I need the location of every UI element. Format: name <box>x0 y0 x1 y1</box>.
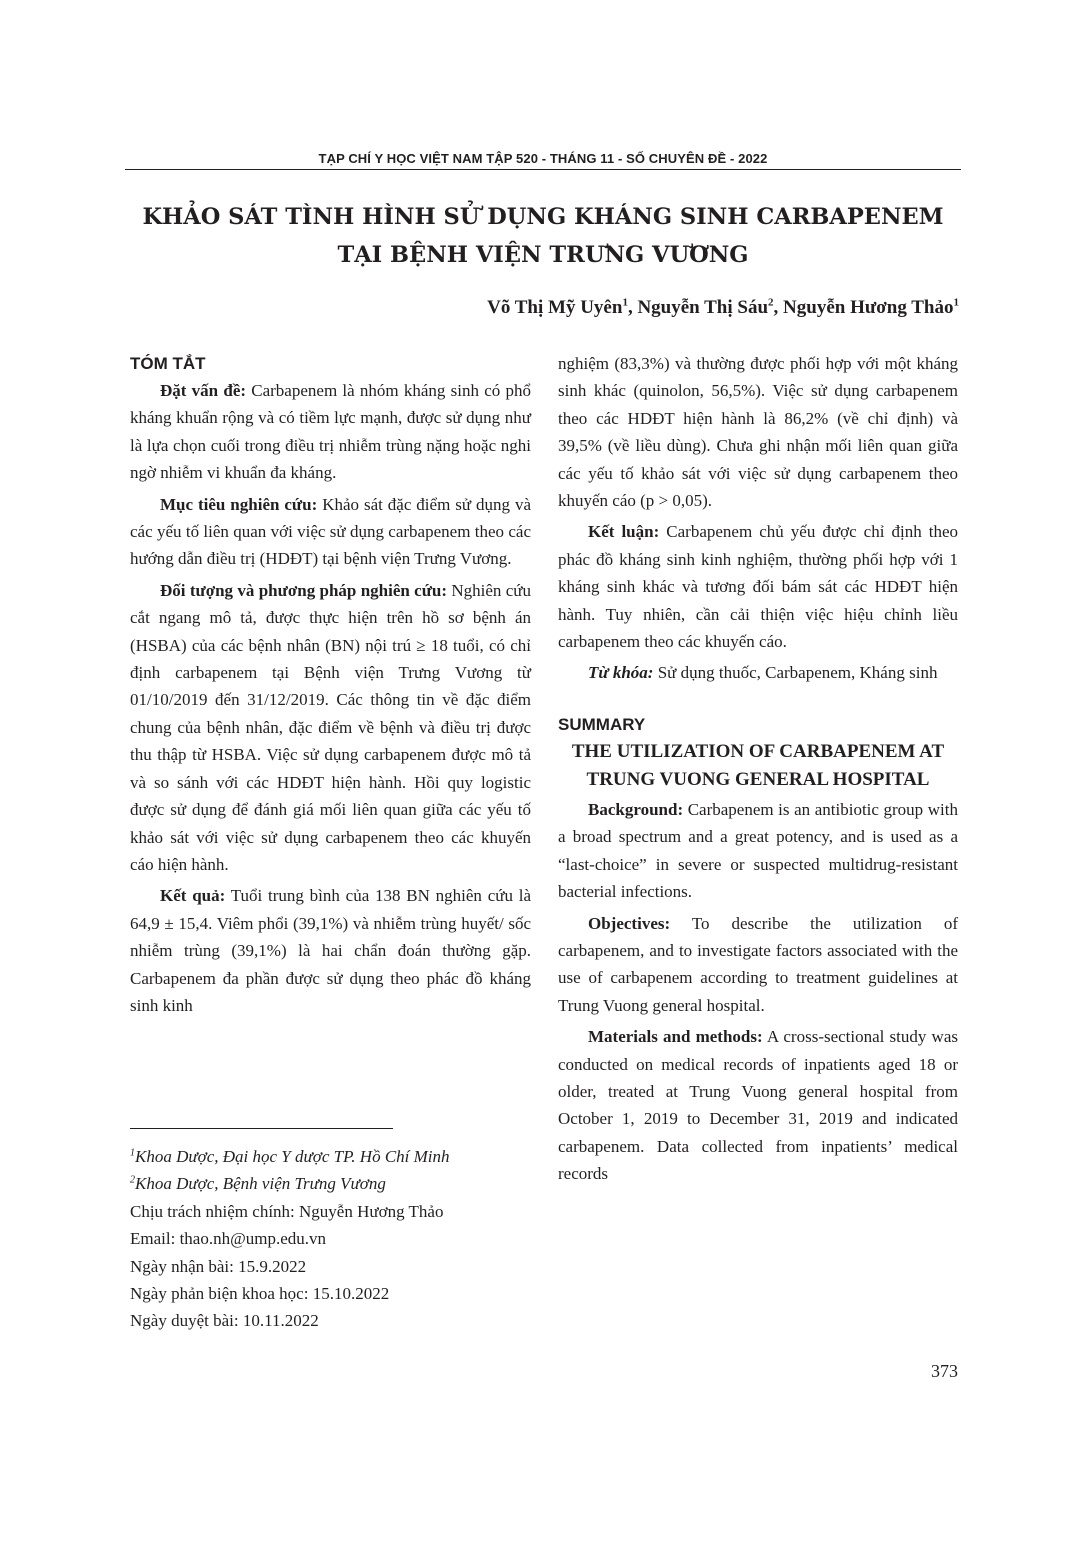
methods-text: Nghiên cứu cắt ngang mô tả, được thực hiện trên hồ sơ bệnh án (HSBA) của các bệnh nhân (BN) nội trú ≥ 18 tuổi, có chỉ định carbapenem tại Bệnh viện Trưng Vương từ 01/10/2019 đến 31/12/2019. Các thông tin về đặc điểm chung của bệnh nhân, đặc điểm về bệnh và điều trị được thu thập từ HSBA. Việc sử dụng carbapenem được mô tả và so sánh với các HDĐT hiện hành. Hồi quy logistic được sử dụng để đánh giá mối liên quan giữa các yếu tố khảo sát với việc sử dụng carbapenem theo các khuyến cáo hiện hành. <box>130 580 531 874</box>
summary-objectives-label: Objectives: <box>588 913 671 933</box>
left-column <box>130 350 531 1023</box>
objective-text: Khảo sát đặc điểm sử dụng và các yếu tố liên quan với việc sử dụng carbapenem theo các hướng dẫn điều trị (HDĐT) tại bệnh viện Trưng Vương. <box>130 494 531 569</box>
header-rule <box>125 169 961 170</box>
summary-background-label: Background: <box>588 799 684 819</box>
date-accepted: Ngày duyệt bài: 10.11.2022 <box>130 1311 319 1331</box>
abstract-conclusion <box>558 518 958 655</box>
abstract-results-continued: nghiệm (83,3%) và thường được phối hợp với một kháng sinh khác (quinolon, 56,5%). Việc sử dụng carbapenem theo các HDĐT hiện hành là 86,2% (về chỉ định) và 39,5% (về liều dùng). Chưa ghi nhận mối liên quan giữa các yếu tố khảo sát với việc sử dụng carbapenem theo khuyến cáo (p > 0,05). <box>558 354 958 511</box>
summary-title: THE UTILIZATION OF CARBAPENEM AT TRUNG VUONG GENERAL HOSPITAL <box>571 740 945 790</box>
summary-background-text: Carbapenem is an antibiotic group with a broad spectrum and a great potency, and is used as a “last-choice” in severe or suspected multidrug-resistant bacterial infections. <box>558 799 958 902</box>
title-line-1: KHẢO SÁT TÌNH HÌNH SỬ DỤNG KHÁNG SINH CARBAPENEM <box>142 204 944 230</box>
abstract-keywords <box>558 659 958 686</box>
journal-header: TẠP CHÍ Y HỌC VIỆT NAM TẬP 520 - THÁNG 11 - SỐ CHUYÊN ĐỀ - 2022 <box>318 151 768 166</box>
page-number: 373 <box>931 1361 958 1381</box>
author-name: Võ Thị Mỹ Uyên <box>487 297 623 318</box>
title-line-2: TẠI BỆNH VIỆN TRƯNG VƯƠNG <box>337 242 749 268</box>
right-column <box>558 350 958 1192</box>
summary-methods <box>558 1023 958 1187</box>
footnote-affiliation-2 <box>130 1170 550 1197</box>
email: Email: thao.nh@ump.edu.vn <box>130 1229 327 1249</box>
date-reviewed: Ngày phản biện khoa học: 15.10.2022 <box>130 1284 390 1304</box>
conclusion-text: Carbapenem chủ yếu được chỉ định theo phác đồ kháng sinh kinh nghiệm, thường phối hợp với 1 kháng sinh khác và tương đối bám sát các HDĐT hiện hành. Tuy nhiên, cần cải thiện việc hiệu chỉnh liều carbapenem theo các khuyến cáo. <box>558 522 958 652</box>
summary-background <box>558 796 958 906</box>
footnotes <box>130 1143 550 1335</box>
conclusion-label: Kết luận: <box>588 522 660 542</box>
abstract-objective <box>130 491 531 573</box>
abstract-results <box>130 882 531 1019</box>
date-received: Ngày nhận bài: 15.9.2022 <box>130 1256 307 1276</box>
footnote-mark-1: 1 <box>130 1147 135 1159</box>
background-label: Đặt vấn đề: <box>160 381 247 400</box>
summary-methods-label: Materials and methods: <box>588 1027 763 1047</box>
keywords-text: Sử dụng thuốc, Carbapenem, Kháng sinh <box>653 663 938 683</box>
author-name: Nguyễn Thị Sáu <box>637 297 769 318</box>
author-separator: , <box>627 297 638 318</box>
keywords-label: Từ khóa: <box>588 663 654 683</box>
footnote-affiliation-1 <box>130 1143 550 1170</box>
summary-objectives-text: To describe the utilization of carbapenem, and to investigate factors associated with the use of carbapenem according to treatment guidelines at Trung Vuong general hospital. <box>558 913 958 1015</box>
author-name: Nguyễn Hương Thảo <box>783 297 954 318</box>
affiliation-2-text: Khoa Dược, Bệnh viện Trưng Vương <box>135 1174 386 1194</box>
abstract-background <box>130 377 531 487</box>
footnote-mark-2: 2 <box>130 1174 135 1186</box>
author-affiliation-mark: 1 <box>622 296 628 309</box>
background-text: Carbapenem là nhóm kháng sinh có phổ kháng khuẩn rộng và có tiềm lực mạnh, được sử dụng như là lựa chọn cuối trong điều trị nhiễm trùng nặng hoặc nghi ngờ nhiễm vi khuẩn đa kháng. <box>130 381 531 483</box>
footnote-rule <box>130 1128 393 1129</box>
results-text: Tuổi trung bình của 138 BN nghiên cứu là 64,9 ± 15,4. Viêm phổi (39,1%) và nhiễm trùng huyết/ sốc nhiễm trùng (39,1%) là hai chẩn đoán thường gặp. Carbapenem đa phần được sử dụng theo phác đồ kháng sinh kinh <box>130 886 531 1015</box>
summary-objectives <box>558 910 958 1020</box>
abstract-heading-vi: TÓM TẮT <box>130 354 206 373</box>
author-separator: , <box>773 297 784 318</box>
author-affiliation-mark: 2 <box>768 296 774 309</box>
author-list <box>300 297 959 319</box>
affiliation-1-text: Khoa Dược, Đại học Y dược TP. Hồ Chí Minh <box>135 1147 450 1166</box>
summary-methods-text: A cross-sectional study was conducted on medical records of inpatients aged 18 or older, treated at Trung Vuong general hospital from October 1, 2019 to December 31, 2019 and indicated carbapenem. Data collected from inpatients’ medical records <box>558 1027 959 1184</box>
methods-label: Đối tượng và phương pháp nghiên cứu: <box>160 580 448 600</box>
article-title <box>125 198 961 274</box>
abstract-heading-en: SUMMARY <box>558 714 646 734</box>
objective-label: Mục tiêu nghiên cứu: <box>160 494 318 514</box>
abstract-methods <box>130 577 531 878</box>
results-label: Kết quả: <box>160 886 226 906</box>
author-affiliation-mark: 1 <box>953 296 959 309</box>
corresponding-author: Chịu trách nhiệm chính: Nguyễn Hương Thảo <box>130 1201 444 1221</box>
